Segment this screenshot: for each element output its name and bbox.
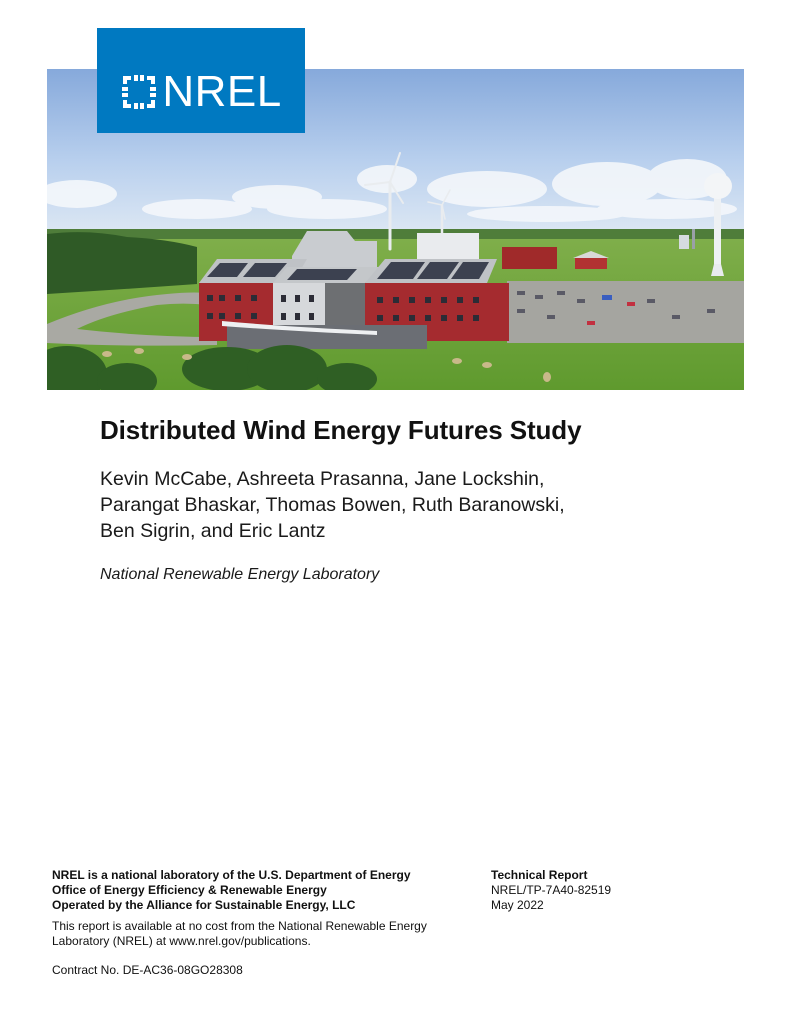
- office-statement: Office of Energy Efficiency & Renewable Energy: [52, 883, 327, 897]
- availability-line: This report is available at no cost from the National Renewable Energy: [52, 919, 427, 933]
- contract-number: Contract No. DE-AC36-08GO28308: [52, 963, 243, 977]
- author-list: [100, 466, 565, 544]
- report-type: Technical Report: [491, 868, 588, 882]
- affiliation: National Renewable Energy Laboratory: [100, 566, 380, 583]
- footer-right: [491, 868, 611, 913]
- author-line: Kevin McCabe, Ashreeta Prasanna, Jane Lockshin,: [100, 468, 545, 490]
- author-line: Parangat Bhaskar, Thomas Bowen, Ruth Baranowski,: [100, 494, 565, 516]
- availability-note: [52, 919, 427, 949]
- nrel-sunburst-icon: [120, 73, 158, 111]
- footer-left: [52, 868, 427, 977]
- author-line: Ben Sigrin, and Eric Lantz: [100, 520, 326, 542]
- report-number: NREL/TP-7A40-82519: [491, 883, 612, 897]
- logo-text: NREL: [162, 66, 282, 116]
- report-date: May 2022: [491, 898, 544, 912]
- operator-statement: Operated by the Alliance for Sustainable Energy, LLC: [52, 898, 356, 912]
- nrel-logo: [97, 28, 305, 133]
- report-title: Distributed Wind Energy Futures Study: [100, 415, 582, 445]
- lab-statement: NREL is a national laboratory of the U.S. Department of Energy: [52, 868, 411, 882]
- availability-line: Laboratory (NREL) at www.nrel.gov/publications.: [52, 934, 311, 948]
